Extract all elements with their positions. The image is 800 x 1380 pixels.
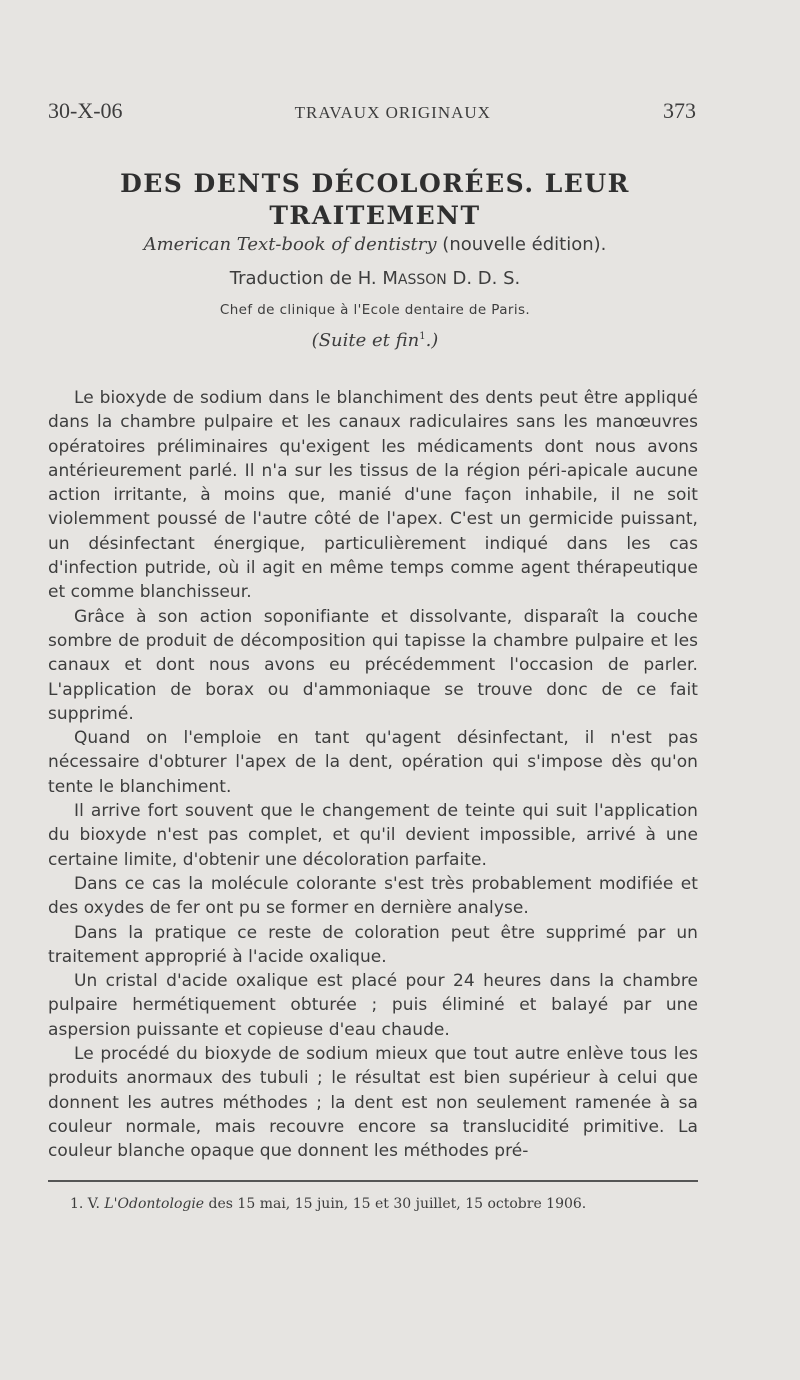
translator-line — [48, 268, 702, 289]
source-book: American Text-book of dentistry — [143, 234, 437, 255]
article-title: DES DENTS DÉCOLORÉES. LEUR TRAITEMENT — [120, 169, 630, 230]
source-edition: (nouvelle édition). — [442, 234, 607, 255]
paragraph: Grâce à son action soponifiante et dissolvante, disparaît la couche sombre de produit de décomposition qui tapisse la chambre pulpaire et les canaux et dont nous avons eu précédemment l'occasion de parler. L'application de borax ou d'ammoniaque se trouve donc de ce fait supprimé. — [48, 606, 698, 724]
paragraph: Le bioxyde de sodium dans le blanchiment des dents peut être appliqué dans la chambre pulpaire et les canaux radiculaires sans les manœuvres opératoires préliminaires qu'exigent les médicaments dont nous avons antérieurement parlé. Il n'a sur les tissus de la région péri-apicale aucune action irritante, à moins que, manié d'une façon inhabile, il ne soit violemment poussé de l'autre côté de l'apex. C'est un germicide puissant, un désinfectant énergique, particulièrement indiqué dans les cas d'infection putride, où il agit en même temps comme agent thérapeutique et comme blanchisseur. — [48, 388, 698, 603]
paragraph: Un cristal d'acide oxalique est placé pour 24 heures dans la chambre pulpaire hermétiquement obturée ; puis éliminé et balayé par une aspersion puissante et copieuse d'eau chaude. — [48, 971, 698, 1040]
footnote-ref: 1 — [419, 331, 426, 342]
footnote-journal: L'Odontologie — [104, 1196, 205, 1212]
footnote-prefix: 1. V. — [70, 1196, 105, 1212]
continuation-close: .) — [425, 330, 439, 351]
paragraph: Dans la pratique ce reste de coloration peut être supprimé par un traitement approprié à l'acide oxalique. — [48, 922, 698, 967]
paragraph: Il arrive fort souvent que le changement de teinte qui suit l'application du bioxyde n'est pas complet, et qu'il devient impossible, arrivé à une certaine limite, d'obtenir une décoloration parfaite. — [48, 801, 698, 870]
paragraph: Dans ce cas la molécule colorante s'est très probablement modifiée et des oxydes de fer ont pu se former en dernière analyse. — [48, 873, 698, 919]
continuation-note — [48, 330, 702, 351]
footnote-rest: des 15 mai, 15 juin, 15 et 30 juillet, 15 octobre 1906. — [204, 1196, 587, 1212]
footnote-divider — [48, 1180, 698, 1182]
page-number: 373 — [663, 98, 696, 123]
paragraph: Le procédé du bioxyde de sodium mieux que tout autre enlève tous les produits anormaux des tubuli ; le résultat est bien supérieur à celui que donnent les autres méthodes ; la dent est non seulement ramenée à sa couleur normale, mais recouvre encore sa translucidité primitive. La couleur blanche opaque que donnent les méthodes pré- — [48, 1044, 698, 1162]
translator-name-smallcaps: ASSON — [397, 272, 447, 288]
continuation-open: ( — [311, 330, 319, 351]
issue-date: 30-X-06 — [48, 98, 123, 123]
affiliation: Chef de clinique à l'Ecole dentaire de Paris. — [219, 302, 531, 318]
section-title: TRAVAUX ORIGINAUX — [294, 103, 491, 122]
paragraph: Quand on l'emploie en tant qu'agent désinfectant, il n'est pas nécessaire d'obturer l'apex de la dent, opération qui s'impose dès qu'on tente le blanchiment. — [48, 728, 698, 797]
source-line — [48, 234, 702, 255]
article-body — [48, 386, 698, 1164]
translator-prefix: Traduction de H. M — [229, 268, 398, 289]
footnote — [70, 1196, 700, 1212]
running-head — [48, 98, 696, 124]
translator-suffix: D. D. S. — [446, 268, 521, 289]
continuation-text: Suite et fin — [318, 330, 420, 351]
